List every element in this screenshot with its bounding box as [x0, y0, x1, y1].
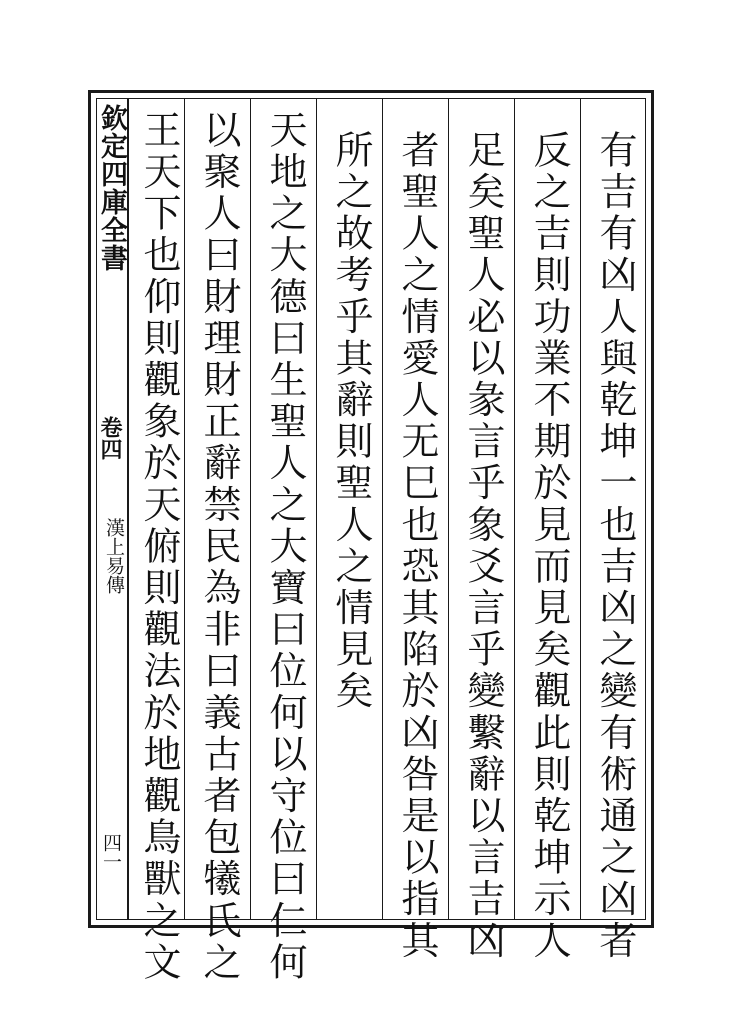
column-text: 所之故考乎其辭則聖人之情見矣	[329, 130, 373, 713]
text-column-8	[128, 98, 184, 984]
column-text: 天地之大德曰生聖人之大寶曰位何以守位曰仁何	[263, 110, 307, 984]
banner-page-number: 四一	[100, 833, 122, 871]
column-text: 有吉有凶人與乾坤一也吉凶之變有術通之凶者	[593, 130, 637, 962]
text-column-4	[382, 98, 448, 962]
column-text: 者聖人之情愛人无巳也恐其陷於凶咎是以指其	[395, 130, 439, 962]
column-text: 反之吉則功業不期於見而見矣觀此則乾坤示人	[527, 130, 571, 962]
column-text: 以聚人曰財理財正辭禁民為非曰義古者包犧氏之	[197, 110, 241, 984]
text-column-7	[184, 98, 250, 984]
text-column-3	[448, 98, 514, 962]
column-text: 王天下也仰則觀象於天俯則觀法於地觀鳥獸之文	[137, 110, 181, 984]
banner-column	[96, 98, 128, 920]
text-column-2	[514, 98, 580, 962]
banner-book-title: 漢上易傳	[103, 518, 125, 594]
banner-volume: 卷四	[97, 416, 123, 460]
banner-title: 欽定四庫全書	[96, 104, 127, 272]
text-column-1	[580, 98, 646, 962]
text-column-6	[250, 98, 316, 984]
text-column-5	[316, 98, 382, 920]
column-text: 足矣聖人必以彖言乎象爻言乎變繫辭以言吉凶	[461, 130, 505, 962]
